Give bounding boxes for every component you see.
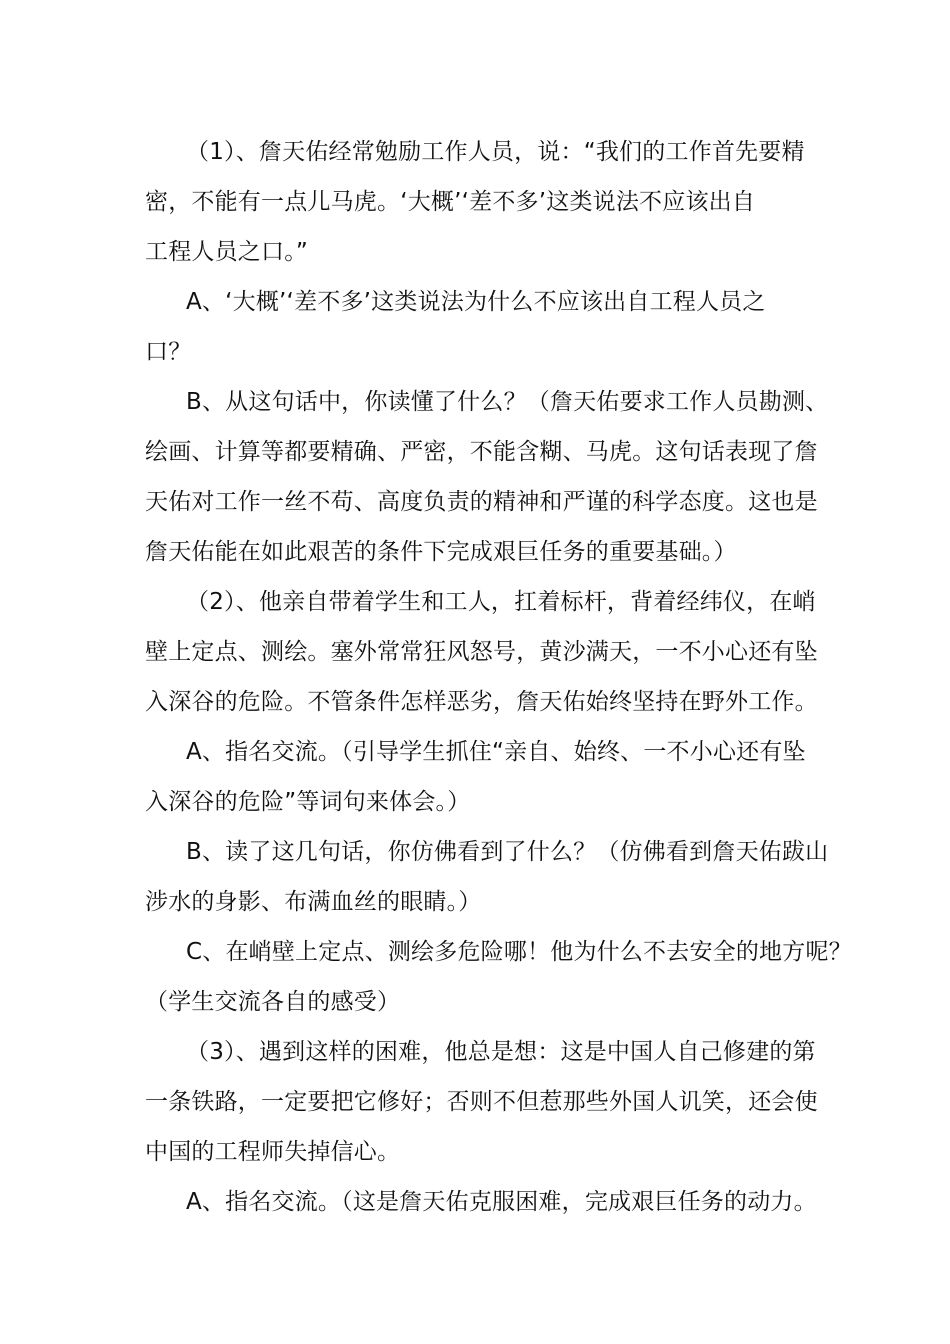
question-b-line-4: 詹天佑能在如此艰苦的条件下完成艰巨任务的重要基础。） bbox=[145, 539, 737, 565]
question-2b-line-2: 涉水的身影、布满血丝的眼睛。） bbox=[145, 889, 482, 915]
paragraph-1-line-2: 密，不能有一点儿马虎。‘大概’‘差不多’这类说法不应该出自 bbox=[145, 189, 756, 215]
paragraph-3-line-1: （3）、遇到这样的困难，他总是想：这是中国人自己修建的第 bbox=[186, 1039, 816, 1065]
question-2b-line-1: B、读了这几句话，你仿佛看到了什么？（仿佛看到詹天佑跋山 bbox=[186, 839, 829, 865]
question-b-line-2: 绘画、计算等都要精确、严密，不能含糊、马虎。这句话表现了詹 bbox=[145, 439, 818, 465]
question-3a-line-1: A、指名交流。（这是詹天佑克服困难，完成艰巨任务的动力。 bbox=[186, 1189, 817, 1215]
paragraph-1-line-3: 工程人员之口。” bbox=[145, 239, 309, 265]
question-2a-line-2: 入深谷的危险”等词句来体会。） bbox=[145, 789, 471, 815]
question-a-line-1: A、‘大概’‘差不多’这类说法为什么不应该出自工程人员之 bbox=[186, 289, 766, 315]
question-2a-line-1: A、指名交流。（引导学生抓住“亲自、始终、一不小心还有坠 bbox=[186, 739, 806, 765]
paragraph-2-line-1: （2）、他亲自带着学生和工人，扛着标杆，背着经纬仪，在峭 bbox=[186, 589, 816, 615]
question-2c-line-1: C、在峭壁上定点、测绘多危险哪！他为什么不去安全的地方呢？ bbox=[186, 939, 852, 965]
paragraph-3-line-3: 中国的工程师失掉信心。 bbox=[145, 1139, 401, 1165]
question-a-line-2: 口？ bbox=[145, 339, 192, 365]
paragraph-3-line-2: 一条铁路，一定要把它修好；否则不但惹那些外国人讥笑，还会使 bbox=[145, 1089, 818, 1115]
question-b-line-3: 天佑对工作一丝不苟、高度负责的精神和严谨的科学态度。这也是 bbox=[145, 489, 818, 515]
question-2c-line-2: （学生交流各自的感受） bbox=[145, 989, 401, 1015]
paragraph-1-line-1: （1）、詹天佑经常勉励工作人员，说：“我们的工作首先要精 bbox=[186, 139, 805, 165]
paragraph-2-line-2: 壁上定点、测绘。塞外常常狂风怒号，黄沙满天，一不小心还有坠 bbox=[145, 639, 818, 665]
paragraph-2-line-3: 入深谷的危险。不管条件怎样恶劣，詹天佑始终坚持在野外工作。 bbox=[145, 689, 818, 715]
question-b-line-1: B、从这句话中，你读懂了什么？（詹天佑要求工作人员勘测、 bbox=[186, 389, 829, 415]
